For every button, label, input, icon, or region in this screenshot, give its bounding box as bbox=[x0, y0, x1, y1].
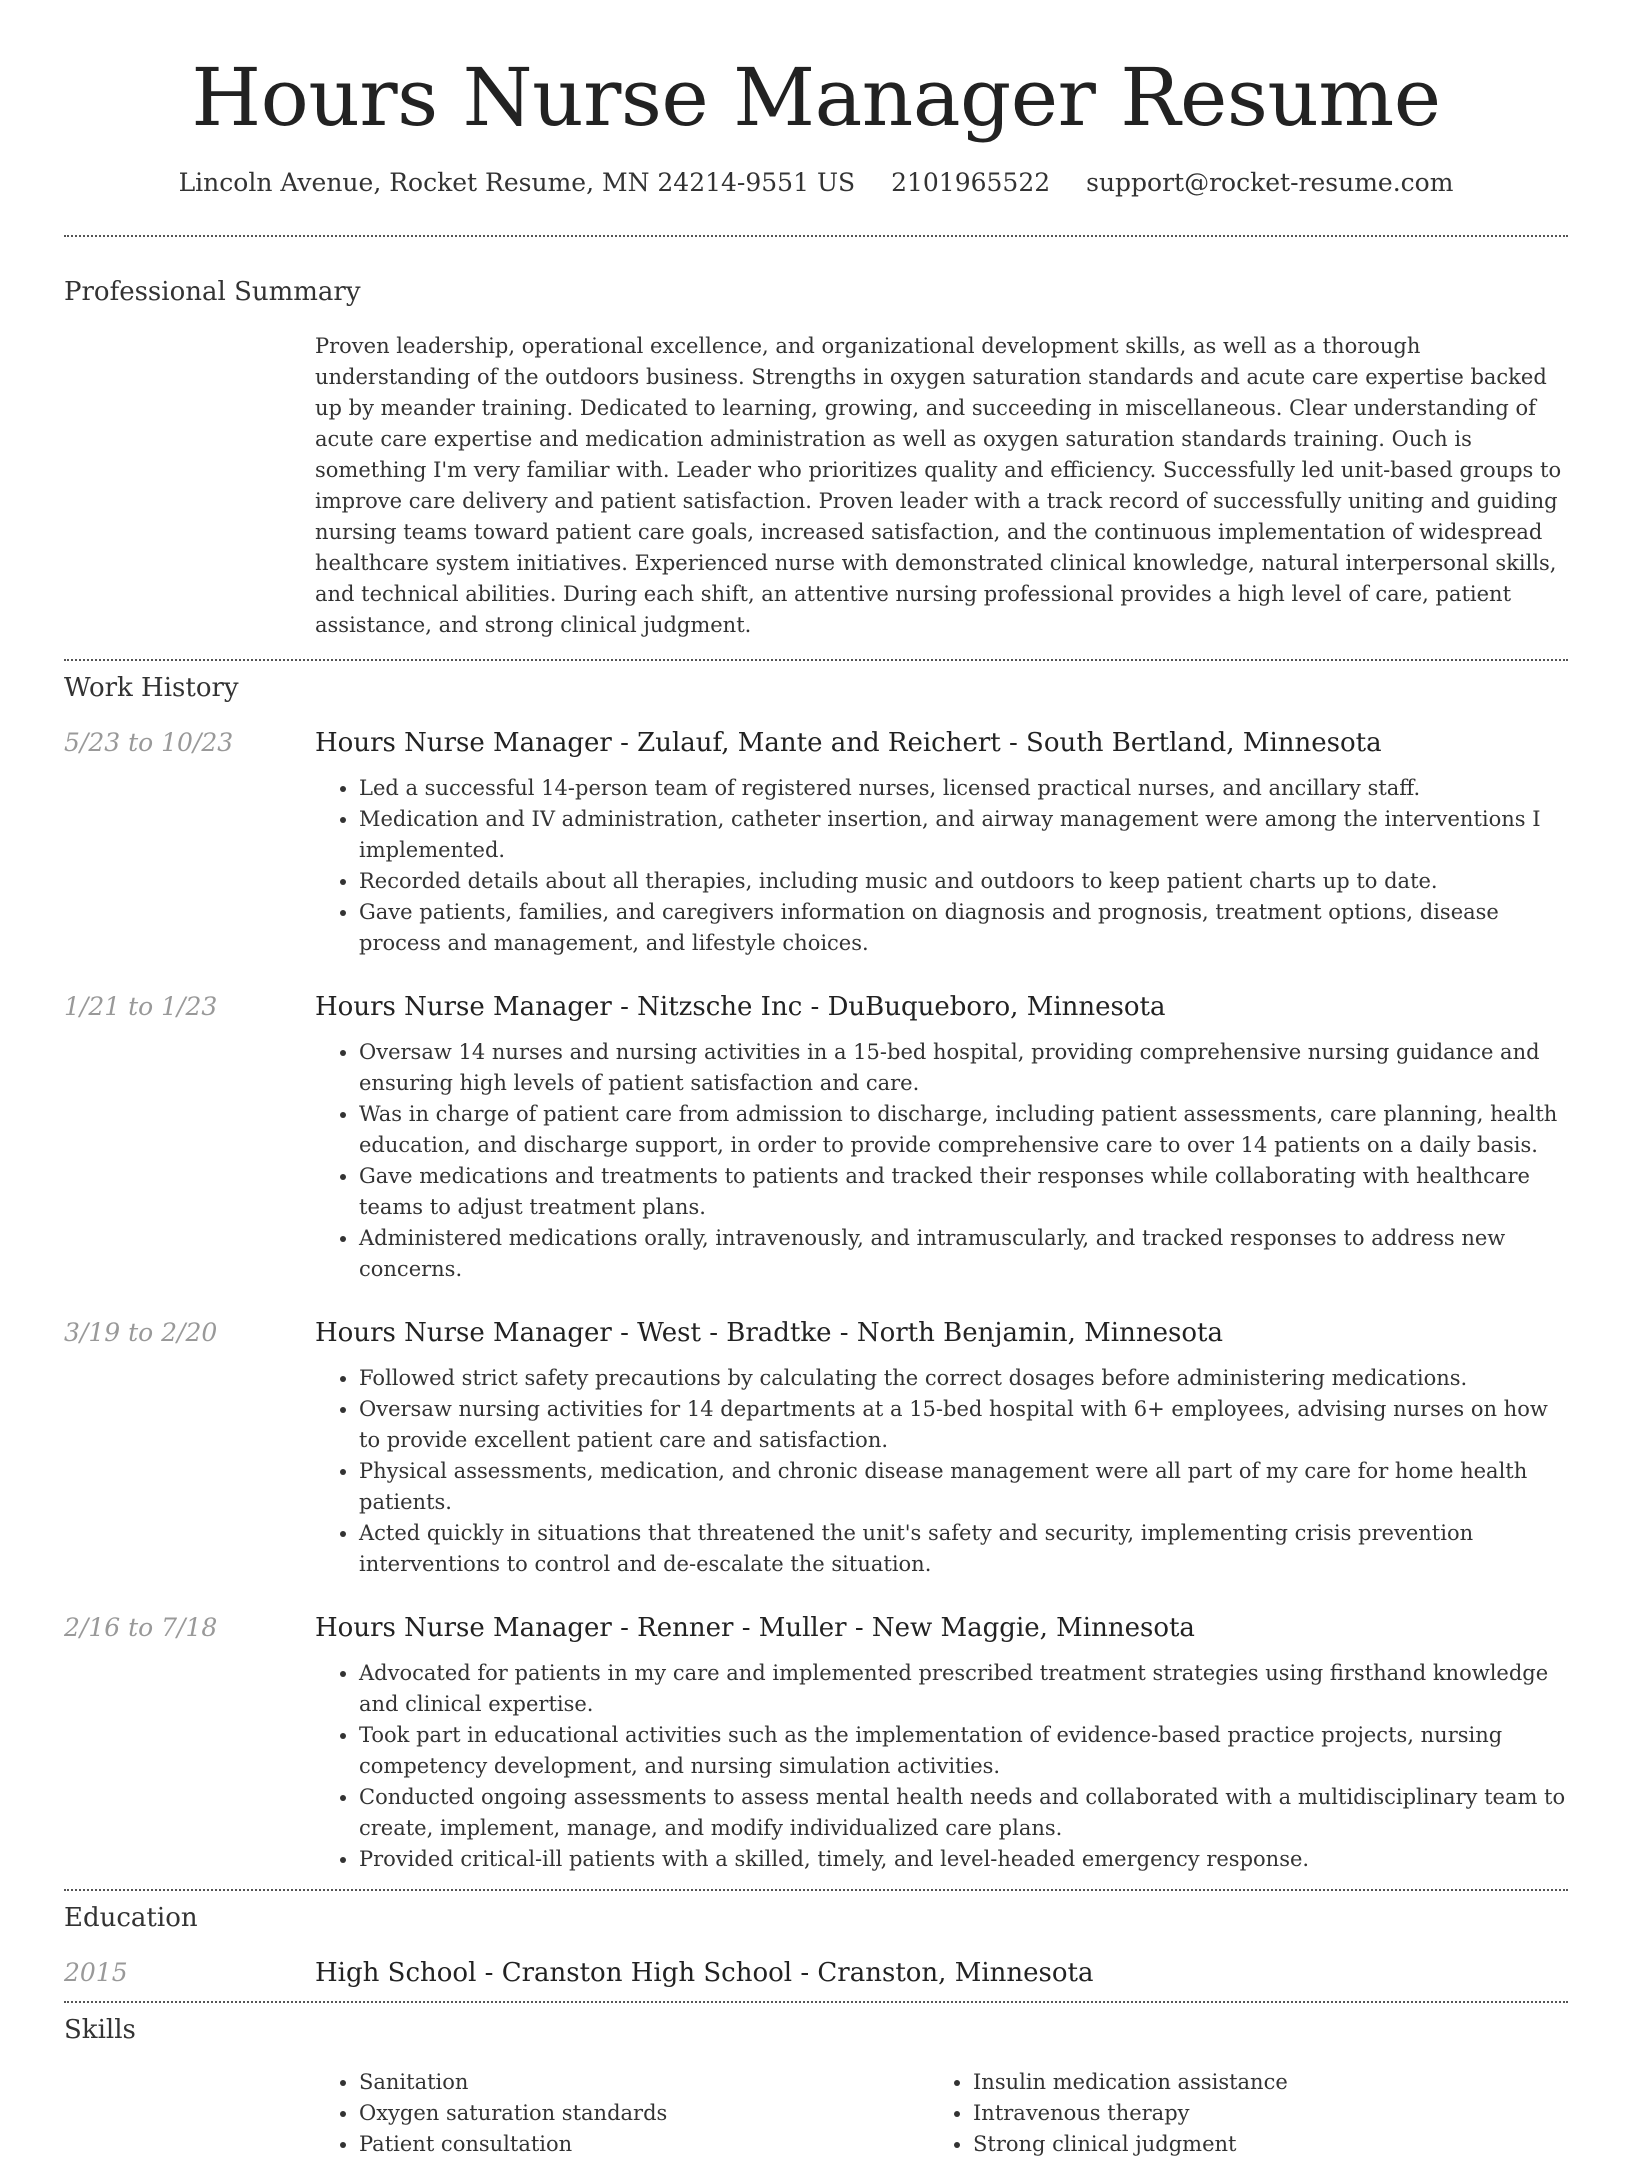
job-bullet: • Led a successful 14-person team of registered nurses, licensed practical nurses, and ancillary staff. bbox=[359, 773, 1568, 804]
job-bullets bbox=[315, 1658, 1568, 1875]
work-section bbox=[64, 673, 1568, 1875]
job-bullet: • Medication and IV administration, catheter insertion, and airway management were among the interventions I implemented. bbox=[359, 804, 1568, 866]
summary-text: Proven leadership, operational excellence, and organizational development skills, as well as a thorough understanding of the outdoors business. Strengths in oxygen saturation standards and acute care expertise backed up by meander training. Dedicated to learning, growing, and succeeding in miscellaneous. Clear understanding of acute care expertise and medication administration as well as oxygen saturation standards training. Ouch is something I'm very familiar with. Leader who prioritizes quality and efficiency. Successfully led unit-based groups to improve care delivery and patient satisfaction. Proven leader with a track record of successfully uniting and guiding nursing teams toward patient care goals, increased satisfaction, and the continuous implementation of widespread healthcare system initiatives. Experienced nurse with demonstrated clinical knowledge, natural interpersonal skills, and technical abilities. During each shift, an attentive nursing professional provides a high level of care, patient assistance, and strong clinical judgment. bbox=[315, 334, 1562, 637]
job-entry bbox=[64, 991, 1568, 1285]
section-title-work: Work History bbox=[64, 673, 239, 703]
skill-item: • Strong clinical judgment bbox=[973, 2129, 1543, 2160]
job-bullet: • Followed strict safety precautions by calculating the correct dosages before administering medications. bbox=[359, 1363, 1568, 1394]
job-entry bbox=[64, 727, 1568, 959]
job-title: Hours Nurse Manager - Renner - Muller - New Maggie, Minnesota bbox=[315, 1613, 1195, 1643]
job-bullet: • Was in charge of patient care from admission to discharge, including patient assessments, care planning, health education, and discharge support, in order to provide comprehensive care to over 14 patients on a daily basis. bbox=[359, 1099, 1568, 1161]
summary-section bbox=[64, 277, 1568, 641]
job-dates: 5/23 to 10/23 bbox=[64, 728, 234, 757]
section-title-skills: Skills bbox=[64, 2015, 136, 2045]
job-dates: 2/16 to 7/18 bbox=[64, 1613, 218, 1642]
section-title-education: Education bbox=[64, 1903, 198, 1933]
resume-name: Hours Nurse Manager Resume bbox=[191, 51, 1441, 144]
job-entry bbox=[64, 1612, 1568, 1875]
education-year: 2015 bbox=[64, 1958, 128, 1987]
skills-list-left bbox=[315, 2067, 929, 2160]
divider bbox=[64, 2001, 1568, 2003]
skill-item: • Sanitation bbox=[359, 2067, 929, 2098]
job-bullets bbox=[315, 773, 1568, 959]
job-bullet: • Gave patients, families, and caregivers information on diagnosis and prognosis, treatment options, disease process and management, and lifestyle choices. bbox=[359, 897, 1568, 959]
job-title: Hours Nurse Manager - West - Bradtke - North Benjamin, Minnesota bbox=[315, 1318, 1223, 1348]
job-bullet: • Acted quickly in situations that threatened the unit's safety and security, implementing crisis prevention interventions to control and de-escalate the situation. bbox=[359, 1518, 1568, 1580]
job-bullet: • Administered medications orally, intravenously, and intramuscularly, and tracked responses to address new concerns. bbox=[359, 1223, 1568, 1285]
job-dates: 3/19 to 2/20 bbox=[64, 1318, 218, 1347]
divider bbox=[64, 235, 1568, 237]
contact-phone: 2101965522 bbox=[891, 168, 1051, 197]
job-title: Hours Nurse Manager - Nitzsche Inc - DuBuqueboro, Minnesota bbox=[315, 992, 1166, 1022]
skill-item: • Patient consultation bbox=[359, 2129, 929, 2160]
divider bbox=[64, 659, 1568, 661]
section-title-summary: Professional Summary bbox=[64, 277, 361, 307]
job-bullet: • Physical assessments, medication, and chronic disease management were all part of my care for home health patients. bbox=[359, 1456, 1568, 1518]
job-dates: 1/21 to 1/23 bbox=[64, 992, 218, 1021]
contact-line bbox=[64, 168, 1568, 197]
job-bullet: • Recorded details about all therapies, including music and outdoors to keep patient charts up to date. bbox=[359, 866, 1568, 897]
skills-list-right bbox=[929, 2067, 1543, 2160]
skill-item: • Oxygen saturation standards bbox=[359, 2098, 929, 2129]
job-bullet: • Gave medications and treatments to patients and tracked their responses while collaborating with healthcare teams to adjust treatment plans. bbox=[359, 1161, 1568, 1223]
contact-email: support@rocket-resume.com bbox=[1086, 168, 1454, 197]
job-entry bbox=[64, 1317, 1568, 1580]
education-entry: High School - Cranston High School - Cranston, Minnesota bbox=[315, 1958, 1094, 1988]
job-bullet: • Oversaw 14 nurses and nursing activities in a 15-bed hospital, providing comprehensive nursing guidance and ensuring high levels of patient satisfaction and care. bbox=[359, 1037, 1568, 1099]
job-bullets bbox=[315, 1363, 1568, 1580]
divider bbox=[64, 1889, 1568, 1891]
job-bullet: • Took part in educational activities such as the implementation of evidence-based practice projects, nursing competency development, and nursing simulation activities. bbox=[359, 1720, 1568, 1782]
skill-item: • Insulin medication assistance bbox=[973, 2067, 1543, 2098]
skills-section bbox=[64, 2015, 1568, 2160]
contact-address: Lincoln Avenue, Rocket Resume, MN 24214-9551 US bbox=[178, 168, 856, 197]
job-bullet: • Conducted ongoing assessments to assess mental health needs and collaborated with a multidisciplinary team to create, implement, manage, and modify individualized care plans. bbox=[359, 1782, 1568, 1844]
skill-item: • Intravenous therapy bbox=[973, 2098, 1543, 2129]
job-bullets bbox=[315, 1037, 1568, 1285]
job-bullet: • Advocated for patients in my care and implemented prescribed treatment strategies using firsthand knowledge and clinical expertise. bbox=[359, 1658, 1568, 1720]
job-title: Hours Nurse Manager - Zulauf, Mante and Reichert - South Bertland, Minnesota bbox=[315, 728, 1382, 758]
job-bullet: • Oversaw nursing activities for 14 departments at a 15-bed hospital with 6+ employees, advising nurses on how to provide excellent patient care and satisfaction. bbox=[359, 1394, 1568, 1456]
job-bullet: • Provided critical-ill patients with a skilled, timely, and level-headed emergency response. bbox=[359, 1844, 1568, 1875]
education-section bbox=[64, 1903, 1568, 1989]
